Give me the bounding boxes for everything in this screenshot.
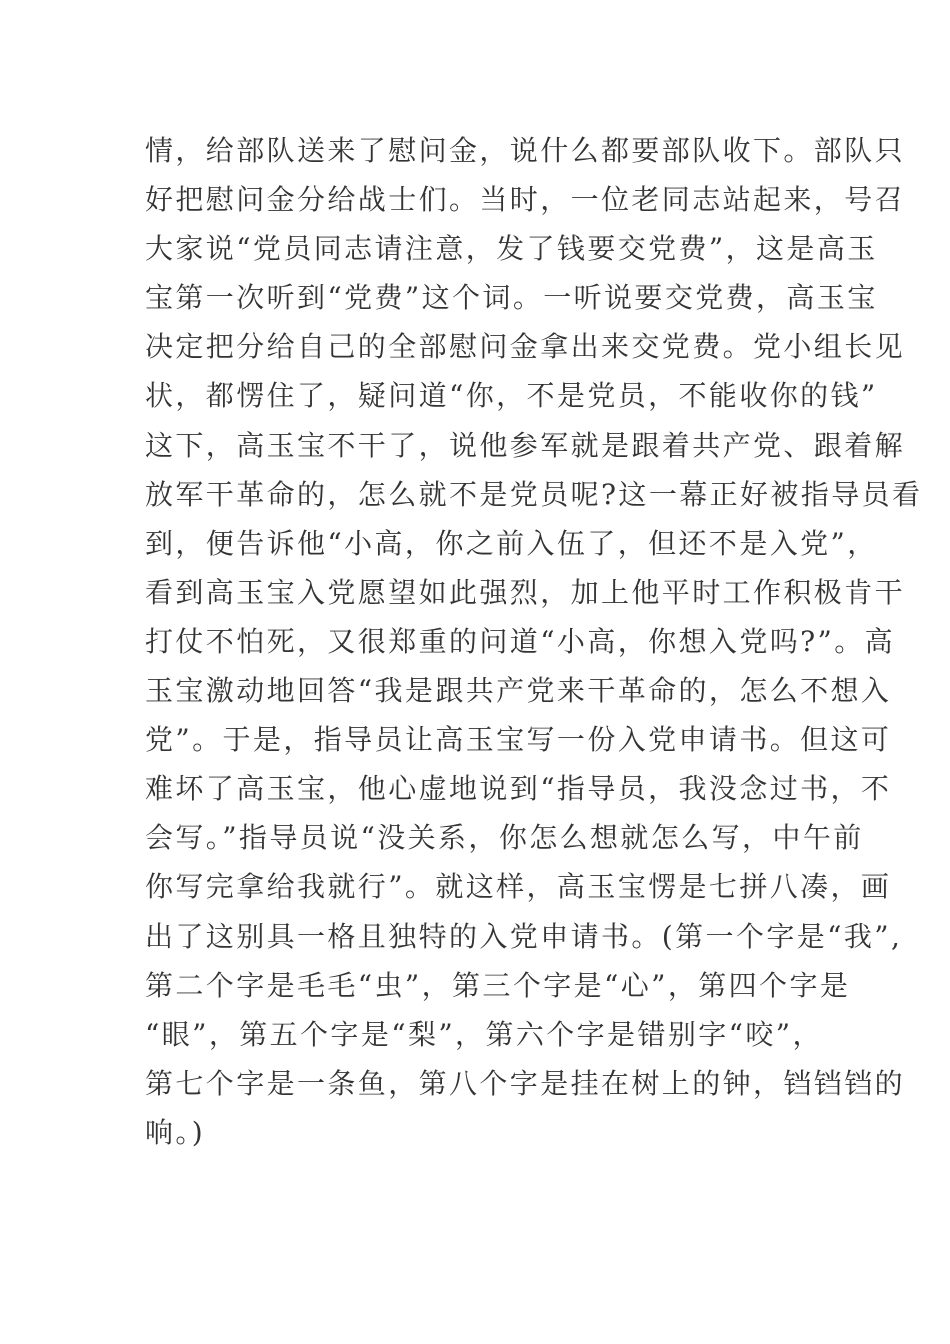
body-paragraph xyxy=(145,126,923,1157)
text-line: 第二个字是毛毛“虫”，第三个字是“心”，第四个字是 xyxy=(145,968,851,1002)
text-line: 会写。”指导员说“没关系，你怎么想就怎么写，中午前 xyxy=(145,821,864,855)
text-line: 到，便告诉他“小高，你之前入伍了，但还不是入党”， xyxy=(145,526,878,560)
text-line: 党”。于是，指导员让高玉宝写一份入党申请书。但这可 xyxy=(145,723,892,757)
text-line: 决定把分给自己的全部慰问金拿出来交党费。党小组长见 xyxy=(145,330,906,364)
text-line: 出了这别具一格且独特的入党申请书。(第一个字是“我”, xyxy=(145,919,903,953)
text-line: 第七个字是一条鱼，第八个字是挂在树上的钟，铛铛铛的 xyxy=(145,1066,906,1100)
text-line: 宝第一次听到“党费”这个词。一听说要交党费，高玉宝 xyxy=(145,281,878,315)
text-line: 情，给部队送来了慰问金，说什么都要部队收下。部队只 xyxy=(145,134,906,167)
text-line: 打仗不怕死，又很郑重的问道“小高，你想入党吗?”。高 xyxy=(145,624,896,658)
text-line: 玉宝激动地回答“我是跟共产党来干革命的，怎么不想入 xyxy=(145,674,892,708)
text-line: 响。) xyxy=(145,1115,206,1149)
text-line: “眼”，第五个字是“梨”，第六个字是错别字“咬”， xyxy=(145,1017,823,1051)
text-line: 看到高玉宝入党愿望如此强烈，加上他平时工作积极肯干 xyxy=(145,575,906,609)
text-line: 好把慰问金分给战士们。当时，一位老同志站起来，号召 xyxy=(145,183,906,217)
text-line: 状，都愣住了，疑问道“你，不是党员，不能收你的钱” xyxy=(145,379,878,413)
text-line: 这下，高玉宝不干了，说他参军就是跟着共产党、跟着解 xyxy=(145,428,906,462)
text-line: 难坏了高玉宝，他心虚地说到“指导员，我没念过书，不 xyxy=(145,772,892,806)
text-line: 大家说“党员同志请注意，发了钱要交党费”，这是高玉 xyxy=(145,232,878,266)
text-line: 放军干革命的，怎么就不是党员呢?这一幕正好被指导员看 xyxy=(145,477,923,511)
text-line: 你写完拿给我就行”。就这样，高玉宝愣是七拼八凑，画 xyxy=(145,870,892,904)
